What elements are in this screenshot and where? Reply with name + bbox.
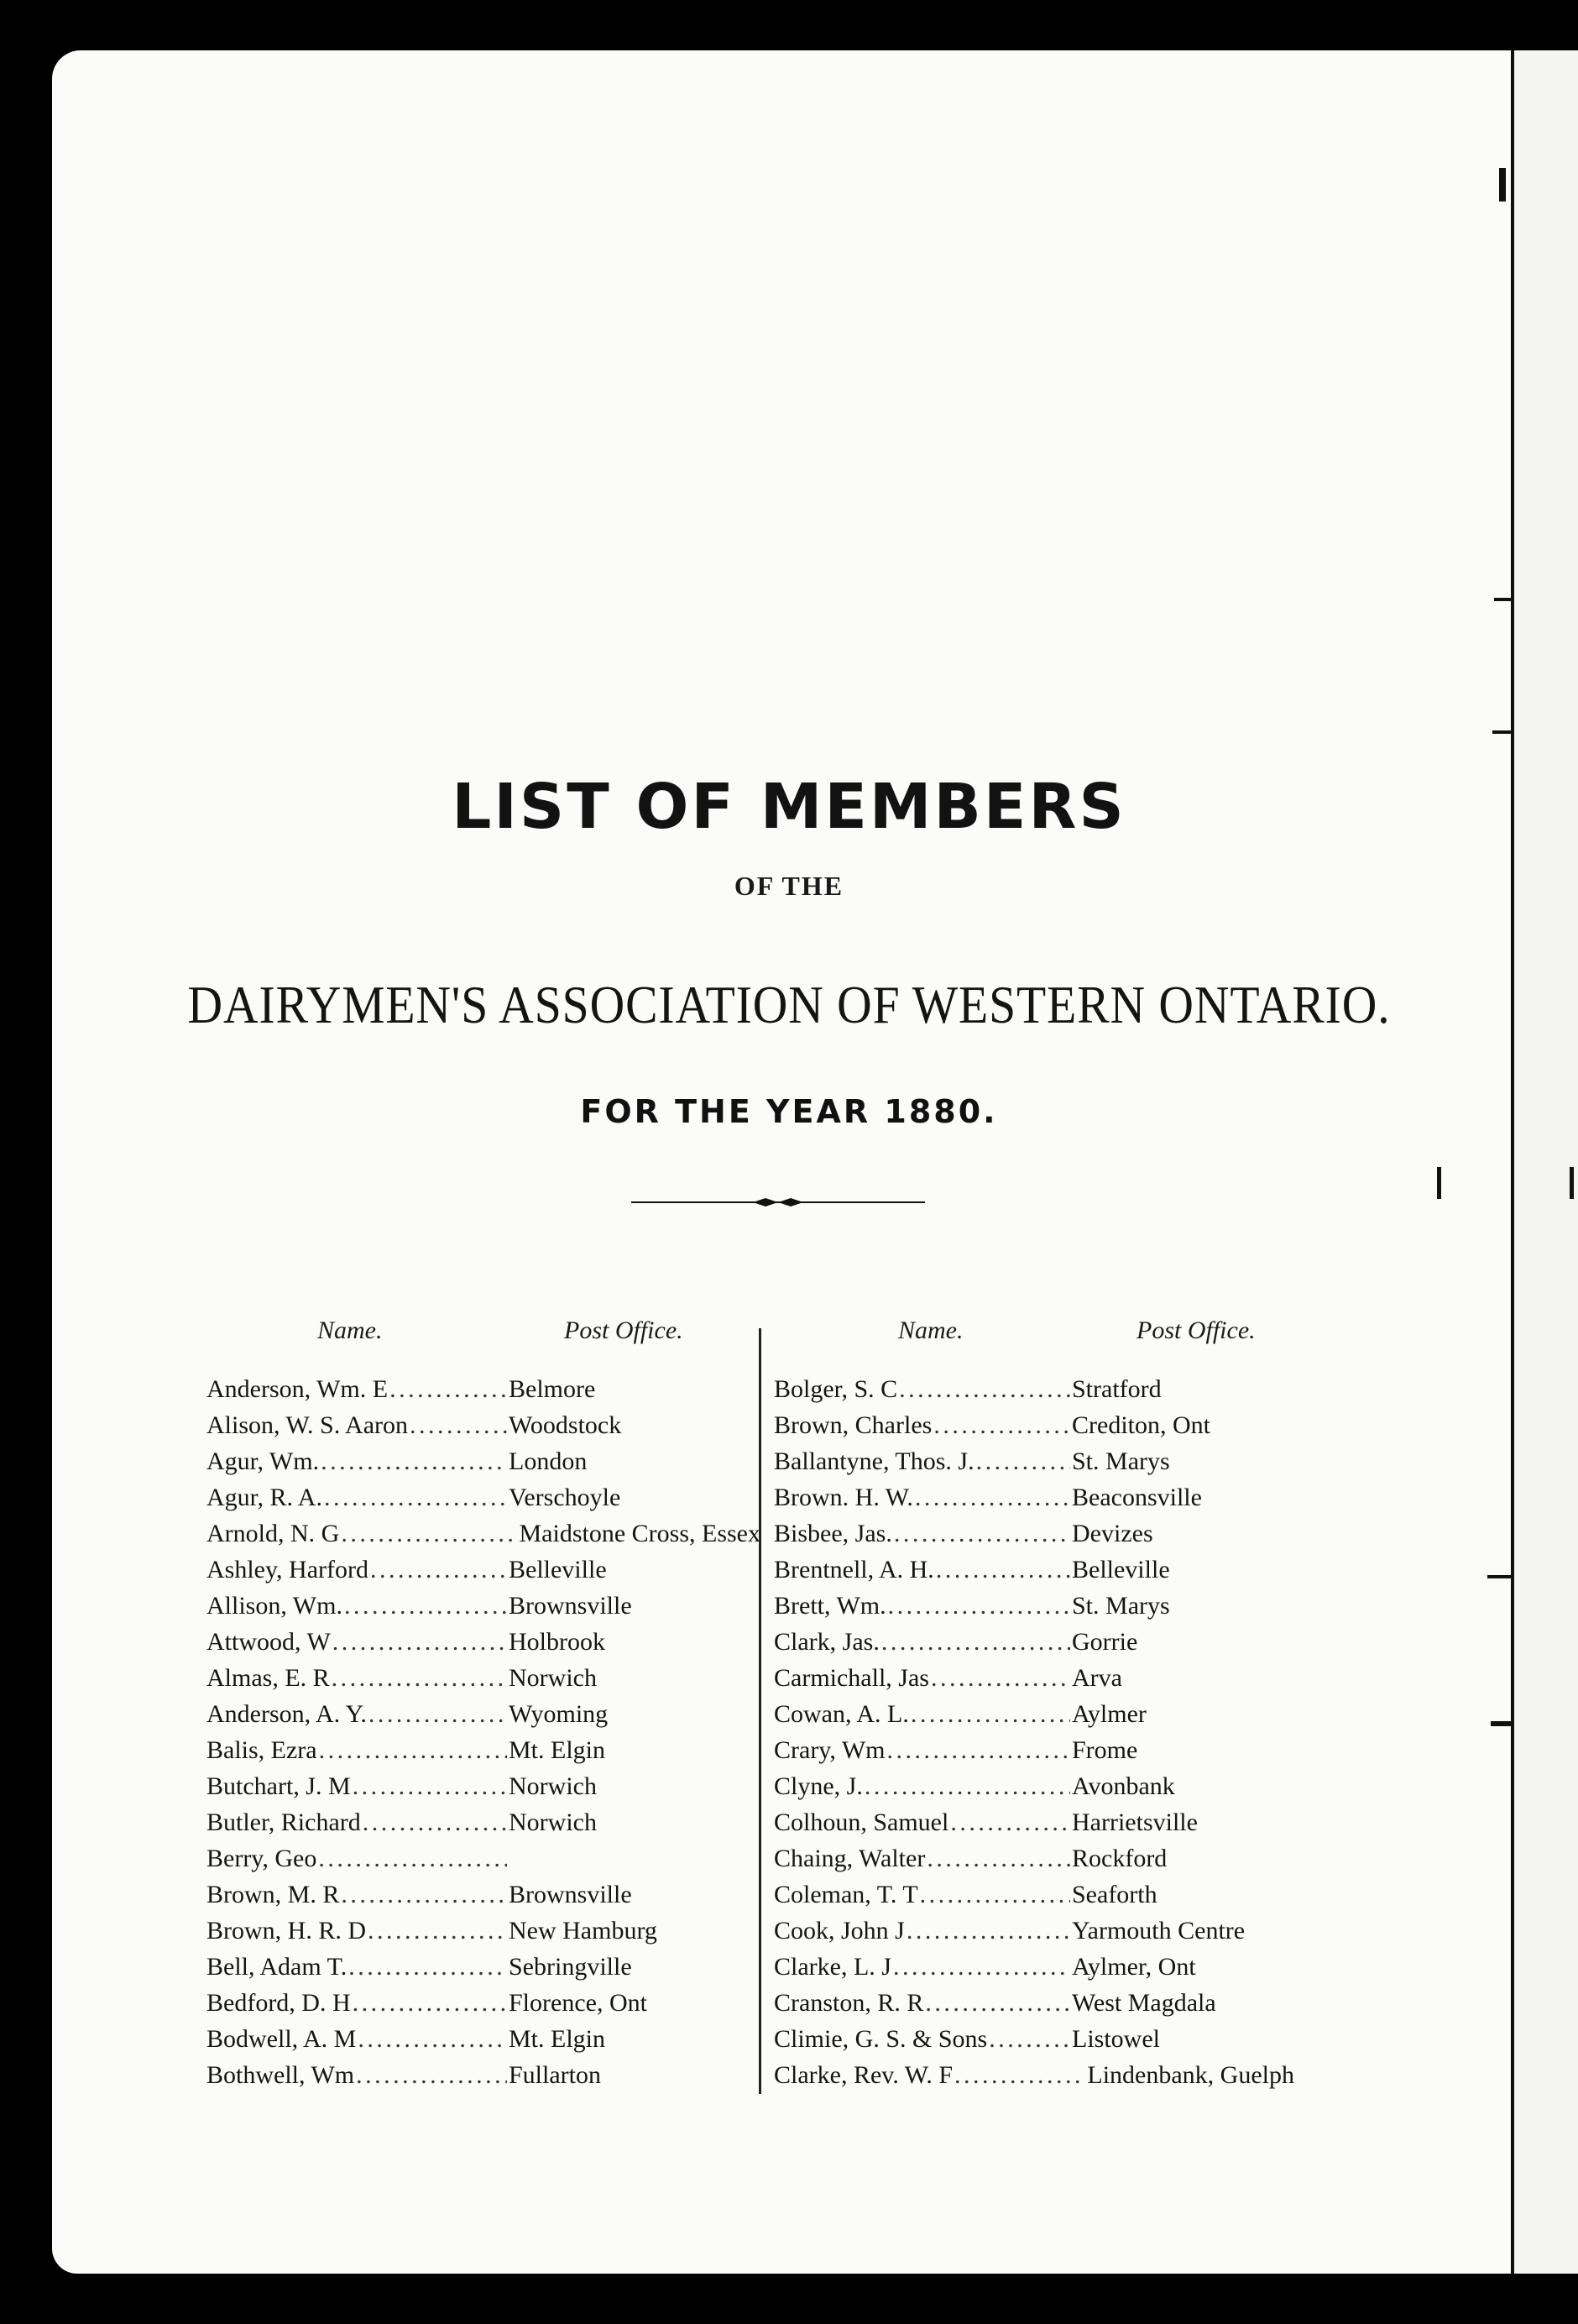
members-list-right <box>774 1375 1294 2097</box>
leader-dots <box>363 1808 507 1837</box>
leader-dots <box>888 1592 1070 1620</box>
member-post-office: Florence, Ont <box>509 1989 647 2017</box>
member-name: Cowan, A. L. <box>774 1700 909 1728</box>
leader-dots <box>881 1628 1070 1657</box>
member-name: Clarke, L. J <box>774 1953 891 1981</box>
member-name: Colhoun, Samuel <box>774 1808 949 1836</box>
member-post-office: Beaconsville <box>1072 1484 1202 1511</box>
member-name: Attwood, W <box>206 1628 331 1656</box>
member-entry <box>774 1520 1294 1556</box>
leader-dots <box>927 1845 1070 1873</box>
member-entry <box>206 1664 760 1700</box>
leader-dots <box>341 1881 507 1909</box>
member-entry <box>206 1484 760 1520</box>
leader-dots <box>321 1447 507 1476</box>
leader-dots <box>332 1664 507 1693</box>
member-name: Cranston, R. R <box>774 1989 924 2017</box>
member-entry <box>774 2061 1294 2097</box>
member-name: Clarke, Rev. W. F <box>774 2061 954 2089</box>
member-entry <box>774 1375 1294 1411</box>
member-entry <box>774 1989 1294 2025</box>
member-entry <box>774 1411 1294 1447</box>
member-entry <box>774 1556 1294 1592</box>
leader-dots <box>344 1592 507 1620</box>
member-name: Brown. H. W. <box>774 1484 913 1511</box>
member-entry <box>774 1628 1294 1664</box>
member-entry <box>206 1989 760 2025</box>
member-post-office: Brownsville <box>509 1592 632 1620</box>
member-post-office: Harrietsville <box>1072 1808 1198 1836</box>
of-the-line: OF THE <box>734 871 844 901</box>
facing-page-edge <box>1511 50 1578 2274</box>
member-name: Bothwell, Wm <box>206 2061 355 2089</box>
member-post-office: Rockford <box>1072 1845 1168 1872</box>
member-post-office: Belleville <box>1072 1556 1170 1583</box>
leader-dots <box>915 1484 1070 1512</box>
member-post-office: Mt. Elgin <box>509 1736 606 1764</box>
member-post-office: Frome <box>1072 1736 1138 1764</box>
leader-dots <box>976 1447 1070 1476</box>
scan-mark <box>1487 1575 1511 1578</box>
member-entry <box>774 1592 1294 1628</box>
leader-dots <box>954 2061 1085 2090</box>
leader-dots <box>989 2025 1070 2054</box>
name-heading-left: Name. <box>317 1316 383 1344</box>
member-entry <box>206 2025 760 2061</box>
leader-dots <box>370 1556 507 1584</box>
member-name: Agur, R. A. <box>206 1484 322 1511</box>
member-entry <box>206 1881 760 1917</box>
scan-mark <box>1494 598 1511 601</box>
member-post-office: Stratford <box>1072 1375 1162 1403</box>
member-name: Climie, G. S. & Sons <box>774 2025 988 2053</box>
member-post-office: Aylmer, Ont <box>1072 1953 1196 1981</box>
member-post-office: Listowel <box>1072 2025 1160 2053</box>
member-post-office: Gorrie <box>1072 1628 1138 1656</box>
member-entry <box>774 1772 1294 1808</box>
member-entry <box>774 2025 1294 2061</box>
leader-dots <box>886 1736 1070 1765</box>
member-name: Clyne, J. <box>774 1772 863 1800</box>
member-name: Ballantyne, Thos. J. <box>774 1447 974 1475</box>
member-post-office: Holbrook <box>509 1628 605 1656</box>
year-line: FOR THE YEAR 1880. <box>580 1093 998 1130</box>
leader-dots <box>931 1664 1070 1693</box>
member-entry <box>774 1953 1294 1989</box>
member-name: Brown, Charles <box>774 1411 933 1439</box>
member-post-office: Norwich <box>509 1808 597 1836</box>
member-name: Brown, H. R. D <box>206 1917 367 1945</box>
member-name: Cook, John J <box>774 1917 905 1945</box>
member-entry <box>774 1845 1294 1881</box>
leader-dots <box>319 1736 507 1765</box>
scan-mark <box>1491 1721 1511 1726</box>
member-entry <box>774 1736 1294 1772</box>
member-entry <box>206 1917 760 1953</box>
member-name: Anderson, A. Y. <box>206 1700 367 1728</box>
leader-dots <box>358 2025 507 2054</box>
member-name: Anderson, Wm. E <box>206 1375 389 1403</box>
leader-dots <box>936 1556 1070 1584</box>
leader-dots <box>341 1520 517 1548</box>
leader-dots <box>894 1520 1070 1548</box>
member-name: Chaing, Walter <box>774 1845 926 1872</box>
member-entry <box>206 1520 760 1556</box>
association-name: DAIRYMEN'S ASSOCIATION OF WESTERN ONTARIO. <box>187 975 1391 1034</box>
leader-dots <box>893 1953 1070 1981</box>
member-name: Alison, W. S. Aaron <box>206 1411 409 1439</box>
member-name: Brett, Wm. <box>774 1592 886 1620</box>
member-name: Ashley, Harford <box>206 1556 368 1583</box>
member-post-office: New Hamburg <box>509 1917 657 1945</box>
post-office-heading-right: Post Office. <box>1136 1316 1256 1344</box>
leader-dots <box>950 1808 1070 1837</box>
member-entry <box>206 1411 760 1447</box>
member-post-office: Lindenbank, Guelph <box>1087 2061 1294 2089</box>
member-name: Carmichall, Jas <box>774 1664 929 1692</box>
member-entry <box>774 1808 1294 1845</box>
leader-dots <box>907 1917 1070 1945</box>
member-entry <box>206 1845 760 1881</box>
leader-dots <box>899 1375 1070 1404</box>
members-list-left <box>206 1375 760 2097</box>
member-entry <box>206 1628 760 1664</box>
member-post-office: Aylmer <box>1072 1700 1147 1728</box>
member-name: Butler, Richard <box>206 1808 361 1836</box>
member-name: Brentnell, A. H. <box>774 1556 934 1583</box>
divider-ornament <box>631 1196 925 1208</box>
post-office-heading-left: Post Office. <box>564 1316 683 1344</box>
member-entry <box>206 1736 760 1772</box>
scan-mark <box>1570 1167 1574 1199</box>
scan-mark <box>1492 730 1511 734</box>
member-name: Bolger, S. C <box>774 1375 898 1403</box>
member-entry <box>774 1917 1294 1953</box>
member-post-office: Yarmouth Centre <box>1072 1917 1246 1945</box>
member-post-office: St. Marys <box>1072 1447 1170 1475</box>
page-title: LIST OF MEMBERS <box>452 770 1126 843</box>
member-entry <box>206 2061 760 2097</box>
member-name: Balis, Ezra <box>206 1736 317 1764</box>
member-entry <box>774 1700 1294 1736</box>
member-post-office: Verschoyle <box>509 1484 621 1511</box>
leader-dots <box>353 1989 507 2018</box>
member-post-office: Woodstock <box>509 1411 622 1439</box>
leader-dots <box>368 1700 507 1729</box>
member-name: Agur, Wm. <box>206 1447 320 1475</box>
member-entry <box>206 1447 760 1484</box>
member-post-office: London <box>509 1447 588 1475</box>
scan-mark <box>1499 168 1506 202</box>
member-entry <box>206 1953 760 1989</box>
member-entry <box>206 1700 760 1736</box>
member-name: Allison, Wm. <box>206 1592 342 1620</box>
member-name: Crary, Wm <box>774 1736 886 1764</box>
member-name: Berry, Geo <box>206 1845 317 1872</box>
leader-dots <box>353 1772 507 1801</box>
member-entry <box>206 1592 760 1628</box>
leader-dots <box>925 1989 1070 2018</box>
member-entry <box>206 1772 760 1808</box>
leader-dots <box>332 1628 507 1657</box>
member-post-office: Sebringville <box>509 1953 632 1981</box>
member-post-office: Fullarton <box>509 2061 601 2089</box>
member-name: Brown, M. R <box>206 1881 340 1908</box>
member-post-office: Norwich <box>509 1772 597 1800</box>
leader-dots <box>389 1375 507 1404</box>
member-post-office: Belleville <box>509 1556 607 1583</box>
member-post-office: St. Marys <box>1072 1592 1170 1620</box>
member-entry <box>774 1881 1294 1917</box>
leader-dots <box>324 1484 507 1512</box>
member-entry <box>774 1664 1294 1700</box>
member-entry <box>774 1447 1294 1484</box>
member-name: Bodwell, A. M <box>206 2025 357 2053</box>
scan-mark <box>1437 1167 1441 1199</box>
member-entry <box>774 1484 1294 1520</box>
member-post-office: Norwich <box>509 1664 597 1692</box>
member-name: Coleman, T. T <box>774 1881 918 1908</box>
member-post-office: Crediton, Ont <box>1072 1411 1210 1439</box>
member-name: Bedford, D. H <box>206 1989 351 2017</box>
member-post-office: Belmore <box>509 1375 596 1403</box>
member-entry <box>206 1808 760 1845</box>
member-name: Bell, Adam T. <box>206 1953 347 1981</box>
member-name: Almas, E. R <box>206 1664 330 1692</box>
leader-dots <box>410 1411 507 1440</box>
leader-dots <box>368 1917 507 1945</box>
member-name: Clark, Jas. <box>774 1628 880 1656</box>
member-name: Butchart, J. M <box>206 1772 351 1800</box>
member-post-office: Avonbank <box>1072 1772 1175 1800</box>
member-post-office: Maidstone Cross, Essex <box>519 1520 760 1547</box>
leader-dots <box>933 1411 1070 1440</box>
leader-dots <box>356 2061 507 2090</box>
member-post-office: Seaforth <box>1072 1881 1157 1908</box>
member-entry <box>206 1375 760 1411</box>
member-post-office: West Magdala <box>1072 1989 1216 2017</box>
leader-dots <box>348 1953 507 1981</box>
member-post-office: Devizes <box>1072 1520 1153 1547</box>
member-entry <box>206 1556 760 1592</box>
member-post-office: Mt. Elgin <box>509 2025 606 2053</box>
name-heading-right: Name. <box>898 1316 964 1344</box>
leader-dots <box>318 1845 507 1873</box>
leader-dots <box>865 1772 1070 1801</box>
member-post-office: Arva <box>1072 1664 1122 1692</box>
member-post-office: Brownsville <box>509 1881 632 1908</box>
member-post-office: Wyoming <box>509 1700 609 1728</box>
leader-dots <box>920 1881 1070 1909</box>
member-name: Arnold, N. G <box>206 1520 340 1547</box>
member-name: Bisbee, Jas. <box>774 1520 892 1547</box>
leader-dots <box>911 1700 1070 1729</box>
